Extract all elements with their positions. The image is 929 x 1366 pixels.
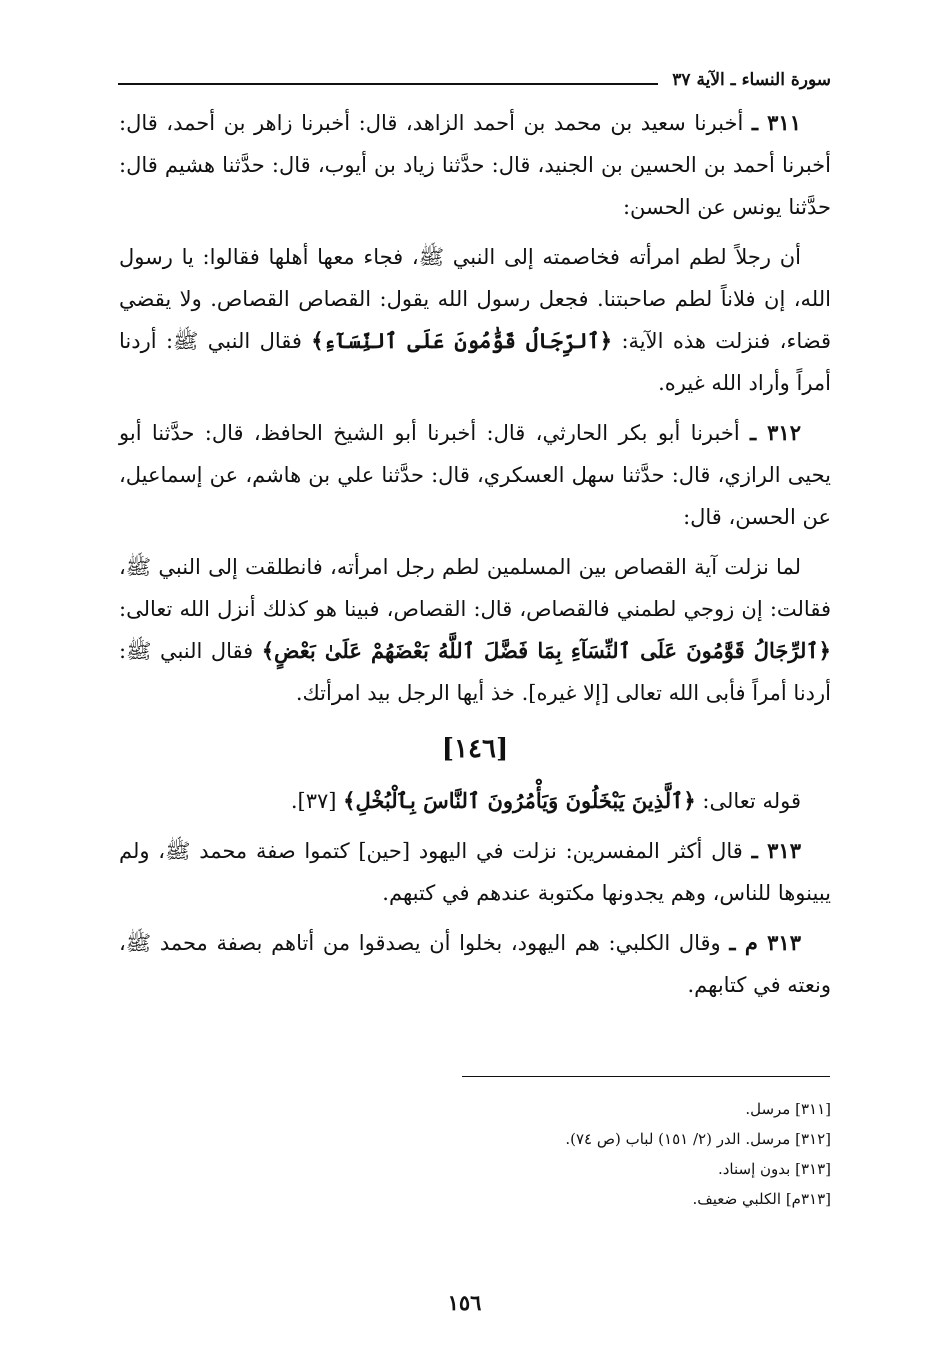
verse-heading bbox=[119, 780, 831, 822]
page-number: ١٥٦ bbox=[447, 1290, 482, 1315]
footnote: [٣١٢] مرسل. الدر (٢/ ١٥١) لباب (ص ٧٤). bbox=[565, 1130, 831, 1148]
header-rule bbox=[118, 83, 658, 85]
hadith-number: ٣١٢ ـ bbox=[750, 420, 801, 445]
matn-text: أن رجلاً لطم امرأته فخاصمته إلى النبي ﷺ، فجاء معها أهلها فقالوا: يا رسول الله، إن فلاناً لطم صاحبتنا. فجعل رسول الله يقول: القصاص القصاص. ولا يقضي قضاء، فنزلت هذه الآية: bbox=[119, 245, 831, 353]
verse-reference: [٣٧]. bbox=[290, 789, 337, 813]
matn-text: فقال النبي ﷺ: أردنا أمراً وأراد الله غيره. bbox=[119, 329, 831, 395]
isnad-text: أخبرنا سعيد بن محمد بن أحمد الزاهد، قال: أخبرنا زاهر بن أحمد، قال: أخبرنا أحمد بن الحسين بن الجنيد، قال: حدَّثنا زياد بن أيوب، قال: حدَّثنا هشيم قال: حدَّثنا يونس عن الحسن: bbox=[119, 111, 831, 219]
quran-quote: ﴿ٱلرِّجَالُ قَوَّٰمُونَ عَلَى ٱلنِّسَآءِ﴾ bbox=[311, 328, 613, 353]
footnote: [٣١٣] بدون إسناد. bbox=[717, 1160, 831, 1178]
hadith-313m bbox=[119, 922, 831, 1006]
hadith-number: ٣١٣ م ـ bbox=[729, 930, 801, 955]
footnote: [٣١٣م] الكلبي ضعيف. bbox=[692, 1190, 831, 1208]
hadith-311-matn bbox=[119, 236, 831, 404]
matn-text: لما نزلت آية القصاص بين المسلمين لطم رجل امرأته، فانطلقت إلى النبي ﷺ، فقالت: إن زوجي لطمني فالقصاص، قال: القصاص، فبينا هو كذلك أنزل الله تعالى: bbox=[119, 555, 831, 621]
hadith-text: قال أكثر المفسرين: نزلت في اليهود [حين] كتموا صفة محمد ﷺ، ولم يبينوها للناس، وهم يجدونها مكتوبة عندهم في كتبهم. bbox=[119, 839, 831, 905]
quran-quote: ﴿ٱلرِّجَالُ قَوَّٰمُونَ عَلَى ٱلنِّسَآءِ بِمَا فَضَّلَ ٱللَّهُ بَعْضَهُمْ عَلَىٰ بَعْضٍ﴾ bbox=[261, 638, 831, 663]
footnote: [٣١١] مرسل. bbox=[745, 1100, 831, 1118]
hadith-text: وقال الكلبي: هم اليهود، بخلوا أن يصدقوا من أتاهم بصفة محمد ﷺ، ونعته في كتابهم. bbox=[119, 931, 831, 997]
hadith-312-isnad bbox=[119, 412, 831, 538]
hadith-311-isnad bbox=[119, 102, 831, 228]
quran-quote: ﴿ٱلَّذِينَ يَبْخَلُونَ وَيَأْمُرُونَ ٱلنَّاسَ بِٱلْبُخْلِ﴾ bbox=[343, 788, 696, 813]
hadith-number: ٣١١ ـ bbox=[751, 110, 801, 135]
isnad-text: أخبرنا أبو بكر الحارثي، قال: أخبرنا أبو الشيخ الحافظ، قال: حدَّثنا أبو يحيى الرازي، قال: حدَّثنا سهل العسكري، قال: حدَّثنا علي بن هاشم، عن إسماعيل، عن الحسن، قال: bbox=[119, 421, 831, 529]
verse-intro: قوله تعالى: bbox=[702, 789, 801, 813]
footnote-rule bbox=[462, 1076, 830, 1077]
hadith-312-matn bbox=[119, 546, 831, 714]
main-text bbox=[119, 102, 831, 1014]
matn-text: فقال النبي ﷺ: أردنا أمراً فأبى الله تعالى [إلا غيره]. خذ أيها الرجل بيد امرأتك. bbox=[119, 639, 831, 705]
footnotes bbox=[119, 1094, 831, 1214]
section-number: [١٤٦] bbox=[441, 734, 509, 764]
running-header: سورة النساء ـ الآية ٣٧ bbox=[672, 70, 831, 90]
hadith-313 bbox=[119, 830, 831, 914]
hadith-number: ٣١٣ ـ bbox=[751, 838, 801, 863]
